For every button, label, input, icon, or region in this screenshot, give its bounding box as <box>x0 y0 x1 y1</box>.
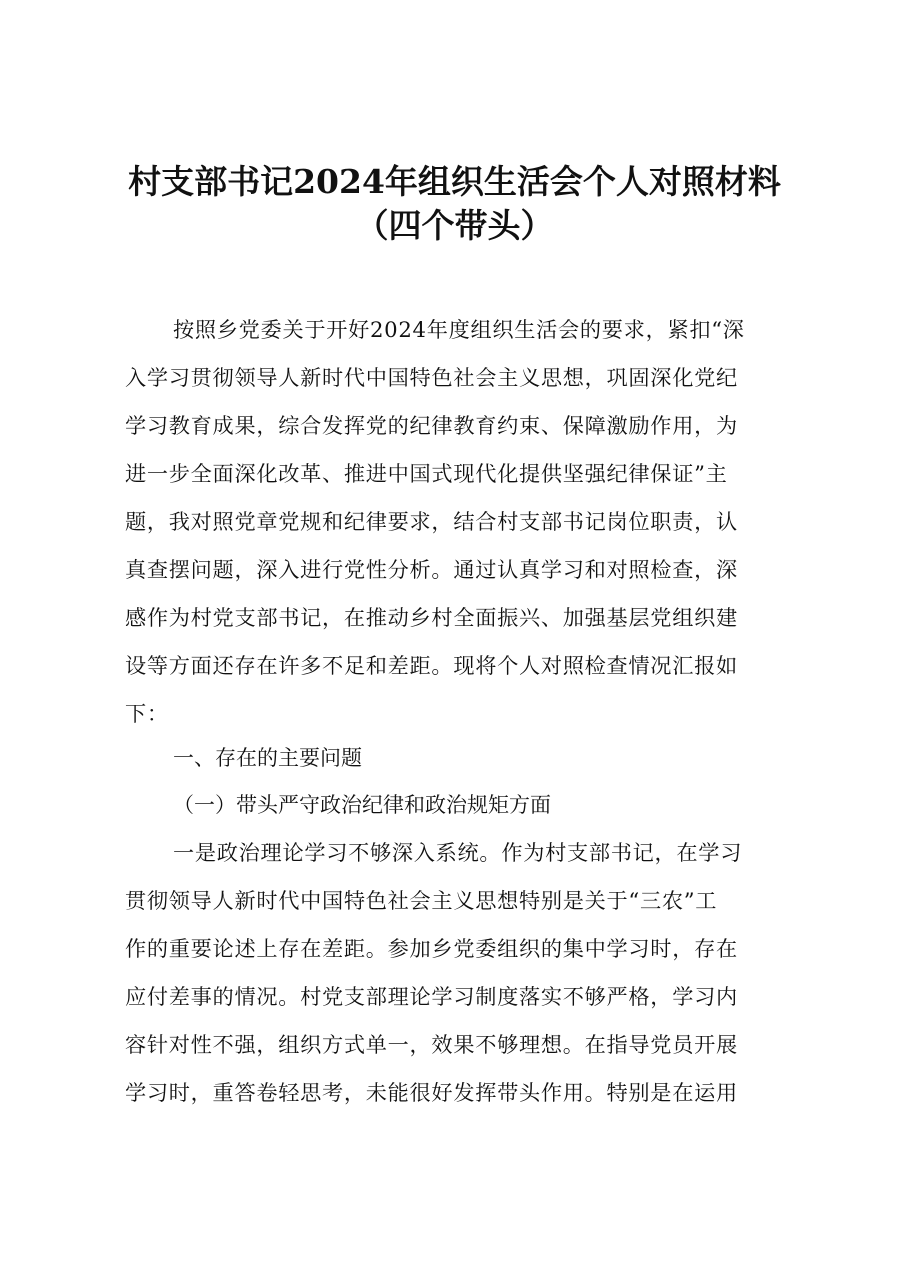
intro-line: 学习教育成果，综合发挥党的纪律教育约束、保障激励作用，为 <box>125 413 738 438</box>
subsection-heading: （一）带头严守政治纪律和政治规矩方面 <box>173 793 551 817</box>
body-line: 一是政治理论学习不够深入系统。作为村支部书记，在学习 <box>173 840 743 865</box>
intro-line: 设等方面还存在许多不足和差距。现将个人对照检查情况汇报如 <box>125 653 738 678</box>
intro-line: 感作为村党支部书记，在推动乡村全面振兴、加强基层党组织建 <box>125 605 738 630</box>
document-title-line2: （四个带头） <box>355 206 554 245</box>
section-heading: 一、存在的主要问题 <box>173 746 362 770</box>
intro-line: 入学习贯彻领导人新时代中国特色社会主义思想，巩固深化党纪 <box>125 365 738 390</box>
body-line: 学习时，重答卷轻思考，未能很好发挥带头作用。特别是在运用 <box>125 1080 738 1105</box>
intro-line: 真查摆问题，深入进行党性分析。通过认真学习和对照检查，深 <box>125 557 738 582</box>
intro-line: 进一步全面深化改革、推进中国式现代化提供坚强纪律保证”主 <box>125 461 728 486</box>
body-line: 作的重要论述上存在差距。参加乡党委组织的集中学习时，存在 <box>125 936 738 961</box>
intro-line: 题，我对照党章党规和纪律要求，结合村支部书记岗位职责，认 <box>125 509 738 534</box>
body-line: 容针对性不强，组织方式单一，效果不够理想。在指导党员开展 <box>125 1032 738 1057</box>
body-line: 贯彻领导人新时代中国特色社会主义思想特别是关于“三农”工 <box>125 888 718 913</box>
intro-line: 下： <box>125 701 169 726</box>
document-title-line1: 村支部书记2024年组织生活会个人对照材料 <box>128 162 781 201</box>
intro-line: 按照乡党委关于开好2024年度组织生活会的要求，紧扣“深 <box>173 317 745 342</box>
body-line: 应付差事的情况。村党支部理论学习制度落实不够严格，学习内 <box>125 984 738 1009</box>
